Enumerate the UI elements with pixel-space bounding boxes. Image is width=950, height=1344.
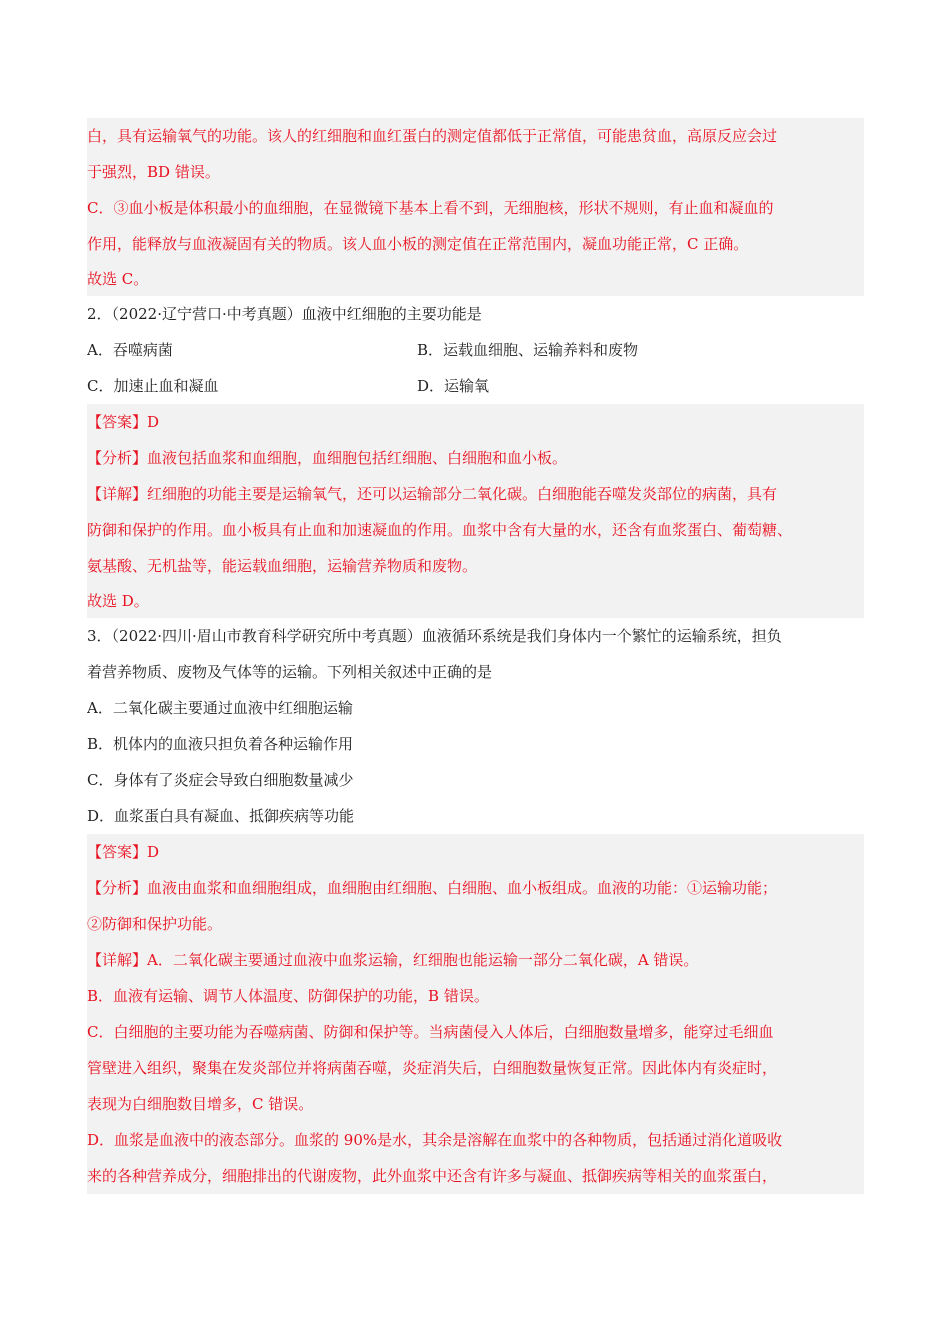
explanation-line: C．③血小板是体积最小的血细胞，在显微镜下基本上看不到，无细胞核，形状不规则，有止血和凝血的 <box>87 199 774 217</box>
explanation-line: 于强烈，BD 错误。 <box>87 163 220 181</box>
detail-line: 防御和保护的作用。血小板具有止血和加速凝血的作用。血浆中含有大量的水，还含有血浆蛋白、葡萄糖、 <box>87 521 793 539</box>
detail-line: C．白细胞的主要功能为吞噬病菌、防御和保护等。当病菌侵入人体后，白细胞数量增多，能穿过毛细血 <box>87 1023 774 1041</box>
option-b: B．机体内的血液只担负着各种运输作用 <box>87 735 354 753</box>
question-3 <box>87 618 864 1194</box>
option-a: A．吞噬病菌 <box>87 341 173 359</box>
option-c: C．加速止血和凝血 <box>87 377 219 395</box>
answer-line: 【答案】D <box>87 843 160 861</box>
option-d: D．血浆蛋白具有凝血、抵御疾病等功能 <box>87 807 355 825</box>
detail-line: 管壁进入组织，聚集在发炎部位并将病菌吞噬，炎症消失后，白细胞数量恢复正常。因此体内有炎症时， <box>87 1059 778 1077</box>
detail-line: 【详解】A．二氧化碳主要通过血液中血浆运输，红细胞也能运输一部分二氧化碳，A 错误。 <box>87 951 699 969</box>
detail-line: D．血浆是血液中的液态部分。血浆的 90%是水，其余是溶解在血浆中的各种物质，包括通过消化道吸收 <box>87 1131 783 1149</box>
analysis-line: 【分析】血液由血浆和血细胞组成，血细胞由红细胞、白细胞、血小板组成。血液的功能：①运输功能； <box>87 879 778 897</box>
detail-line: 【详解】红细胞的功能主要是运输氧气，还可以运输部分二氧化碳。白细胞能吞噬发炎部位的病菌，具有 <box>87 485 778 503</box>
previous-explanation-block <box>87 118 864 296</box>
question-stem: 3．（2022·四川·眉山市教育科学研究所中考真题）血液循环系统是我们身体内一个繁忙的运输系统，担负 <box>87 627 782 645</box>
document-page <box>87 118 864 1194</box>
answer-block <box>87 834 864 1194</box>
detail-line: 来的各种营养成分，细胞排出的代谢废物，此外血浆中还含有许多与凝血、抵御疾病等相关的血浆蛋白， <box>87 1167 778 1185</box>
conclusion-line: 故选 C。 <box>87 270 149 288</box>
explanation-line: 白，具有运输氧气的功能。该人的红细胞和血红蛋白的测定值都低于正常值，可能患贫血，高原反应会过 <box>87 127 778 145</box>
option-b: B．运载血细胞、运输养料和废物 <box>417 341 639 359</box>
analysis-line: 【分析】血液包括血浆和血细胞，血细胞包括红细胞、白细胞和血小板。 <box>87 449 568 467</box>
question-stem: 着营养物质、废物及气体等的运输。下列相关叙述中正确的是 <box>87 663 493 681</box>
question-2 <box>87 296 864 618</box>
answer-line: 【答案】D <box>87 413 160 431</box>
options-row <box>87 332 864 368</box>
detail-line: 表现为白细胞数目增多，C 错误。 <box>87 1095 314 1113</box>
options-row <box>87 368 864 404</box>
answer-block <box>87 404 864 618</box>
question-stem: 2．（2022·辽宁营口·中考真题）血液中红细胞的主要功能是 <box>87 305 482 323</box>
option-d: D．运输氧 <box>417 377 490 395</box>
conclusion-line: 故选 D。 <box>87 592 149 610</box>
analysis-line: ②防御和保护功能。 <box>87 915 223 933</box>
explanation-line: 作用，能释放与血液凝固有关的物质。该人血小板的测定值在正常范围内，凝血功能正常，C 正确。 <box>87 235 749 253</box>
option-a: A．二氧化碳主要通过血液中红细胞运输 <box>87 699 353 717</box>
detail-line: 氨基酸、无机盐等，能运载血细胞，运输营养物质和废物。 <box>87 557 478 575</box>
option-c: C．身体有了炎症会导致白细胞数量减少 <box>87 771 354 789</box>
detail-line: B．血液有运输、调节人体温度、防御保护的功能，B 错误。 <box>87 987 489 1005</box>
